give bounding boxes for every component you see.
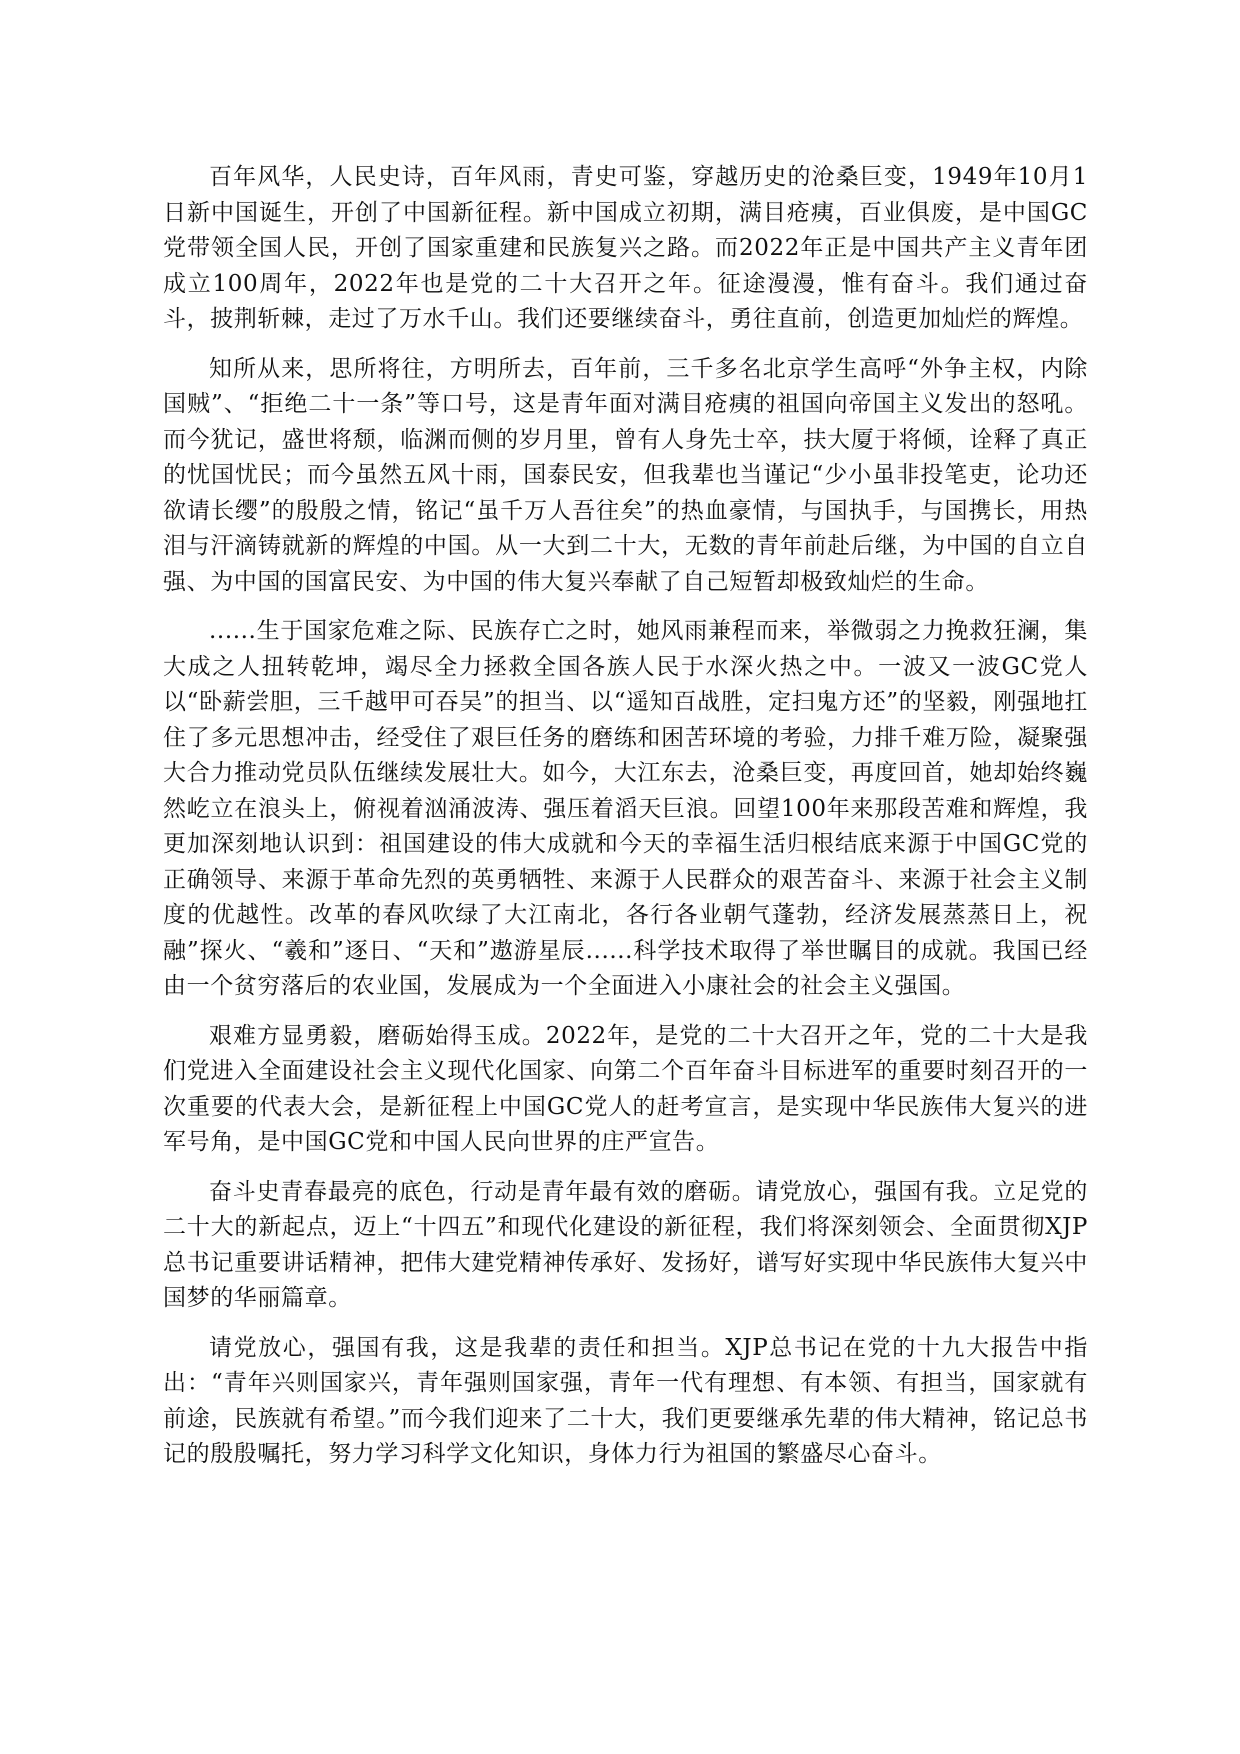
paragraph-1: 百年风华，人民史诗，百年风雨，青史可鉴，穿越历史的沧桑巨变，1949年10月1日新中国诞生，开创了中国新征程。新中国成立初期，满目疮痍，百业俱废，是中国GC党带领全国人民，开创了国家重建和民族复兴之路。而2022年正是中国共产主义青年团成立100周年，2022年也是党的二十大召开之年。征途漫漫，惟有奋斗。我们通过奋斗，披荆斩棘，走过了万水千山。我们还要继续奋斗，勇往直前，创造更加灿烂的辉煌。	[163, 164, 1088, 332]
paragraph-6: 请党放心，强国有我，这是我辈的责任和担当。XJP总书记在党的十九大报告中指出：“青年兴则国家兴，青年强则国家强，青年一代有理想、有本领、有担当，国家就有前途，民族就有希望。”而今我们迎来了二十大，我们更要继承先辈的伟大精神，铭记总书记的殷殷嘱托，努力学习科学文化知识，身体力行为祖国的繁盛尽心奋斗。	[163, 1334, 1088, 1467]
document-body	[163, 160, 1088, 1487]
paragraph-2: 知所从来，思所将往，方明所去，百年前，三千多名北京学生高呼“外争主权，内除国贼”、“拒绝二十一条”等口号，这是青年面对满目疮痍的祖国向帝国主义发出的怒吼。而今犹记，盛世将颓，临渊而侧的岁月里，曾有人身先士卒，扶大厦于将倾，诠释了真正的忧国忧民；而今虽然五风十雨，国泰民安，但我辈也当谨记“少小虽非投笔吏，论功还欲请长缨”的殷殷之情，铭记“虽千万人吾往矣”的热血豪情，与国执手，与国携长，用热泪与汗滴铸就新的辉煌的中国。从一大到二十大，无数的青年前赴后继，为中国的自立自强、为中国的国富民安、为中国的伟大复兴奉献了自己短暂却极致灿烂的生命。	[163, 355, 1088, 595]
paragraph-4: 艰难方显勇毅，磨砺始得玉成。2022年，是党的二十大召开之年，党的二十大是我们党进入全面建设社会主义现代化国家、向第二个百年奋斗目标进军的重要时刻召开的一次重要的代表大会，是新征程上中国GC党人的赶考宣言，是实现中华民族伟大复兴的进军号角，是中国GC党和中国人民向世界的庄严宣告。	[163, 1022, 1088, 1155]
paragraph-3: ......生于国家危难之际、民族存亡之时，她风雨兼程而来，举微弱之力挽救狂澜，集大成之人扭转乾坤，竭尽全力拯救全国各族人民于水深火热之中。一波又一波GC党人以“卧薪尝胆，三千越甲可吞吴”的担当、以“遥知百战胜，定扫鬼方还”的坚毅，刚强地扛住了多元思想冲击，经受住了艰巨任务的磨练和困苦环境的考验，力排千难万险，凝聚强大合力推动党员队伍继续发展壮大。如今，大江东去，沧桑巨变，再度回首，她却始终巍然屹立在浪头上，俯视着汹涌波涛、强压着滔天巨浪。回望100年来那段苦难和辉煌，我更加深刻地认识到：祖国建设的伟大成就和今天的幸福生活归根结底来源于中国GC党的正确领导、来源于革命先烈的英勇牺牲、来源于人民群众的艰苦奋斗、来源于社会主义制度的优越性。改革的春风吹绿了大江南北，各行各业朝气蓬勃，经济发展蒸蒸日上，祝融”探火、“羲和”逐日、“天和”遨游星辰......科学技术取得了举世瞩目的成就。我国已经由一个贫穷落后的农业国，发展成为一个全面进入小康社会的社会主义强国。	[163, 618, 1088, 999]
paragraph-5: 奋斗史青春最亮的底色，行动是青年最有效的磨砺。请党放心，强国有我。立足党的二十大的新起点，迈上“十四五”和现代化建设的新征程，我们将深刻领会、全面贯彻XJP总书记重要讲话精神，把伟大建党精神传承好、发扬好，谱写好实现中华民族伟大复兴中国梦的华丽篇章。	[163, 1178, 1088, 1311]
